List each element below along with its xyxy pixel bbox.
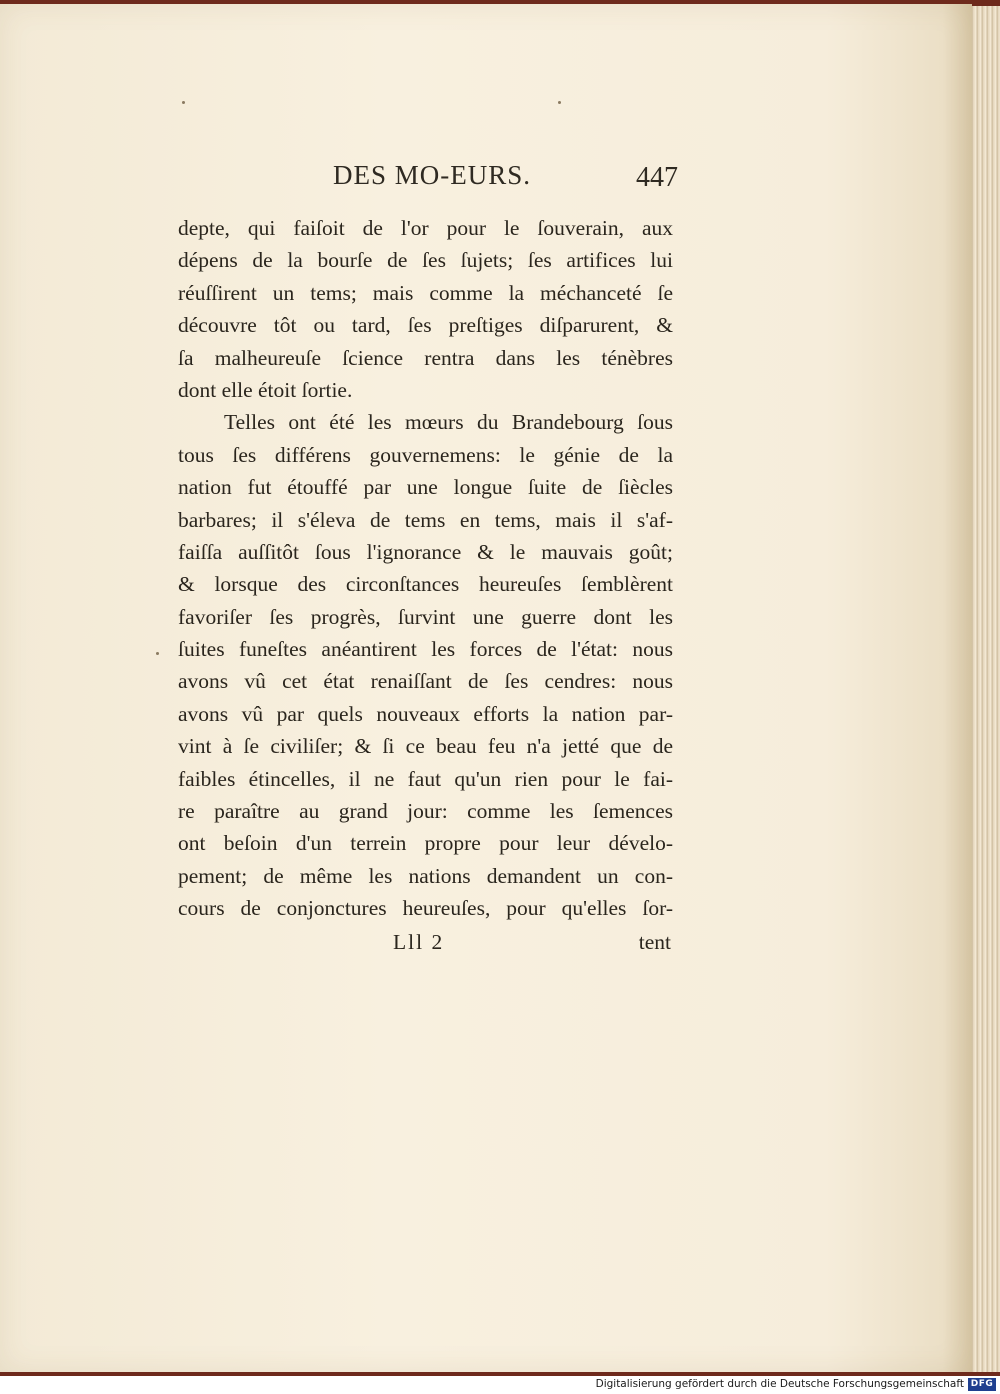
- text-line: favoriſer ſes progrès, ſurvint une guerre dont les: [178, 604, 673, 629]
- text-line: réuſſirent un tems; mais comme la méchanceté ſe: [178, 280, 673, 305]
- book-page: [0, 4, 972, 1372]
- text-line: ſuites funeſtes anéantirent les forces de l'état: nous: [178, 637, 673, 662]
- running-title: DES MO-EURS.: [333, 160, 532, 190]
- text-line: barbares; il s'éleva de tems en tems, mais il s'af-: [178, 507, 673, 532]
- signature-mark: Lll 2: [393, 930, 445, 954]
- text-line: ont beſoin d'un terrein propre pour leur dévelo-: [178, 831, 673, 856]
- page-edges: [968, 6, 1000, 1372]
- text-line: dépens de la bourſe de ſes ſujets; ſes artifices lui: [178, 248, 673, 273]
- text-line: re paraître au grand jour: comme les ſemences: [178, 799, 673, 824]
- text-line: avons vû cet état renaiſſant de ſes cendres: nous: [178, 669, 673, 694]
- text-line: tous ſes différens gouvernemens: le génie de la: [178, 442, 673, 467]
- funding-credit: Digitalisierung gefördert durch die Deutsche Forschungsgemeinschaft: [595, 1378, 964, 1390]
- paper-speck: [156, 652, 159, 655]
- dfg-logo: DFG: [968, 1378, 996, 1391]
- page-number: 447: [636, 162, 678, 193]
- body-text: [178, 212, 673, 925]
- text-line: nation fut étouffé par une longue ſuite de ſiècles: [178, 475, 673, 500]
- text-line: depte, qui faiſoit de l'or pour le ſouverain, aux: [178, 216, 673, 240]
- text-line: cours de conjonctures heureuſes, pour qu'elles ſor-: [178, 896, 673, 921]
- paper-speck: [558, 101, 561, 104]
- credit-bar: [0, 1376, 1000, 1394]
- paper-speck: [182, 101, 185, 104]
- text-line: dont elle étoit ſortie.: [178, 377, 353, 402]
- page-footer: [178, 930, 673, 962]
- text-line: faiſſa auſſitôt ſous l'ignorance & le mauvais goût;: [178, 539, 673, 564]
- text-line: faibles étincelles, il ne faut qu'un rien pour le fai-: [178, 766, 673, 791]
- text-line: pement; de même les nations demandent un con-: [178, 863, 673, 888]
- text-line: ſa malheureuſe ſcience rentra dans les ténèbres: [178, 345, 673, 370]
- text-line: vint à ſe civiliſer; & ſi ce beau feu n'a jetté que de: [178, 734, 673, 759]
- text-line: découvre tôt ou tard, ſes preſtiges diſparurent, &: [178, 313, 673, 338]
- text-line: avons vû par quels nouveaux efforts la nation par-: [178, 701, 673, 726]
- text-line: Telles ont été les mœurs du Brandebourg ſous: [224, 410, 673, 435]
- running-head: [178, 154, 678, 198]
- catchword: tent: [638, 930, 671, 954]
- text-line: & lorsque des circonſtances heureuſes ſemblèrent: [178, 572, 673, 597]
